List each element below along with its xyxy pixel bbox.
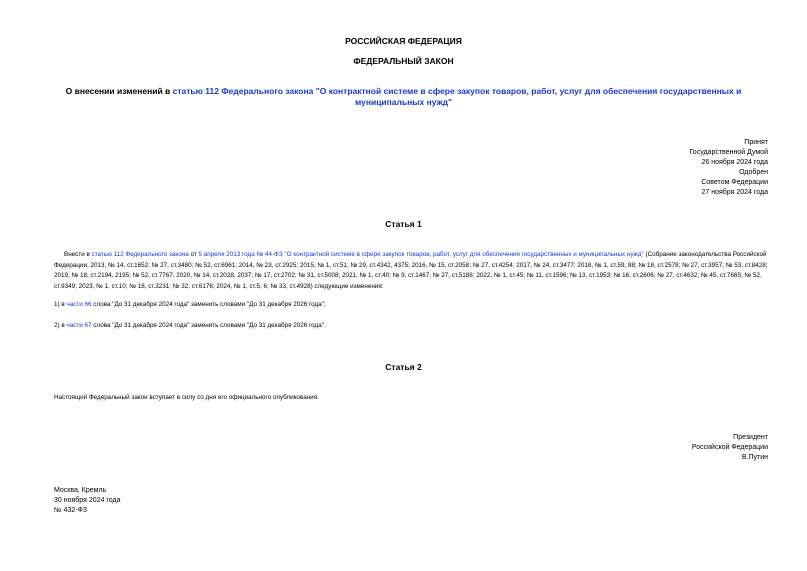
adoption-block — [568, 138, 768, 198]
law-number: № 432-ФЗ — [54, 507, 88, 514]
item-1-text: слова "До 31 декабря 2024 года" заменить словами "До 31 декабря 2026 года"; — [91, 301, 326, 308]
signer-title-country: Российской Федерации — [691, 444, 768, 451]
article-2-heading: Статья 2 — [385, 362, 422, 372]
article-1-intro: Внести в — [64, 251, 92, 258]
approval-line: Одобрен — [739, 169, 768, 176]
amendment-item-1 — [54, 300, 326, 310]
signer-title: Президент — [733, 434, 768, 441]
adoption-line: Принят — [744, 139, 768, 146]
part-66-link[interactable]: части 66 — [66, 301, 92, 308]
article-1-body — [54, 250, 769, 292]
item-2-text: слова "До 31 декабря 2024 года" заменить словами "До 31 декабря 2026 года". — [91, 322, 326, 329]
article-1-sources: (Собрание законодательства Российской Федерации, 2013, № 14, ст.1652; № 27, ст.3480; № 52, ст.6961; 2014, № 23, ст.2925; 2015, № 1, ст.51; № 29, ст.4342, 4375; 2016, № 15, ст.2058; № 27, ст.4254; 2017, № 24, ст.3477; 2018, № 1, ст.59, 88; № 18, ст.2578; № 27, ст.3957; № 53, ст.8428; 2019, № 18, ст.2194, 2195; № 52, ст.7767; 2020, № 14, ст.2028, 2037; № 17, ст.2702; № 31, ст.5008; 2021, № 1, ст.40; № 9, ст.1467; № 27, ст.5188; 2022, № 1, ст.45; № 11, ст.1596; № 13, ст.1953; № 16, ст.2606; № 27, ст.4632; № 45, ст.7665; № 52, ст.9349; 2023, № 1, ст.10; № 18, ст.3231; № 32, ст.6176; 2024, № 1, ст.5, 6; № 33, ст.4928) следующие изменения: — [54, 251, 768, 290]
amendment-item-2 — [54, 321, 326, 331]
signing-date: 30 ноября 2024 года — [54, 497, 121, 504]
law-type-heading: ФЕДЕРАЛЬНЫЙ ЗАКОН — [353, 56, 454, 66]
country-heading: РОССИЙСКАЯ ФЕДЕРАЦИЯ — [345, 36, 462, 46]
article-2-body: Настоящий Федеральный закон вступает в силу со дня его официального опубликования. — [54, 394, 319, 401]
article-1-heading: Статья 1 — [385, 219, 422, 229]
item-1-prefix: 1) в — [54, 301, 67, 308]
signature-block — [568, 433, 768, 463]
place-date-block — [54, 486, 120, 516]
item-2-prefix: 2) в — [54, 322, 67, 329]
adoption-date: 26 ноября 2024 года — [701, 159, 768, 166]
article-112-link[interactable]: статью 112 Федерального закона — [91, 251, 189, 258]
approval-date: 27 ноября 2024 года — [701, 189, 768, 196]
law-title — [40, 86, 767, 108]
signing-place: Москва, Кремль — [54, 487, 107, 494]
signer-name: В.Путин — [741, 454, 768, 461]
law-title-prefix: О внесении изменений в — [65, 86, 173, 96]
law-44fz-link[interactable]: 5 апреля 2013 года № 44-ФЗ "О контрактной системе в сфере закупок товаров, работ, услуг для обеспечения государственных и муниципальных нужд" — [198, 251, 644, 258]
adoption-line: Государственной Думой — [689, 149, 768, 156]
approval-line: Советом Федерации — [701, 179, 768, 186]
part-67-link[interactable]: части 67 — [66, 322, 92, 329]
article-1-mid: от — [188, 251, 199, 258]
law-title-link[interactable]: статью 112 Федерального закона "О контрактной системе в сфере закупок товаров, работ, услуг для обеспечения государственных и муниципальных нужд" — [172, 86, 742, 107]
